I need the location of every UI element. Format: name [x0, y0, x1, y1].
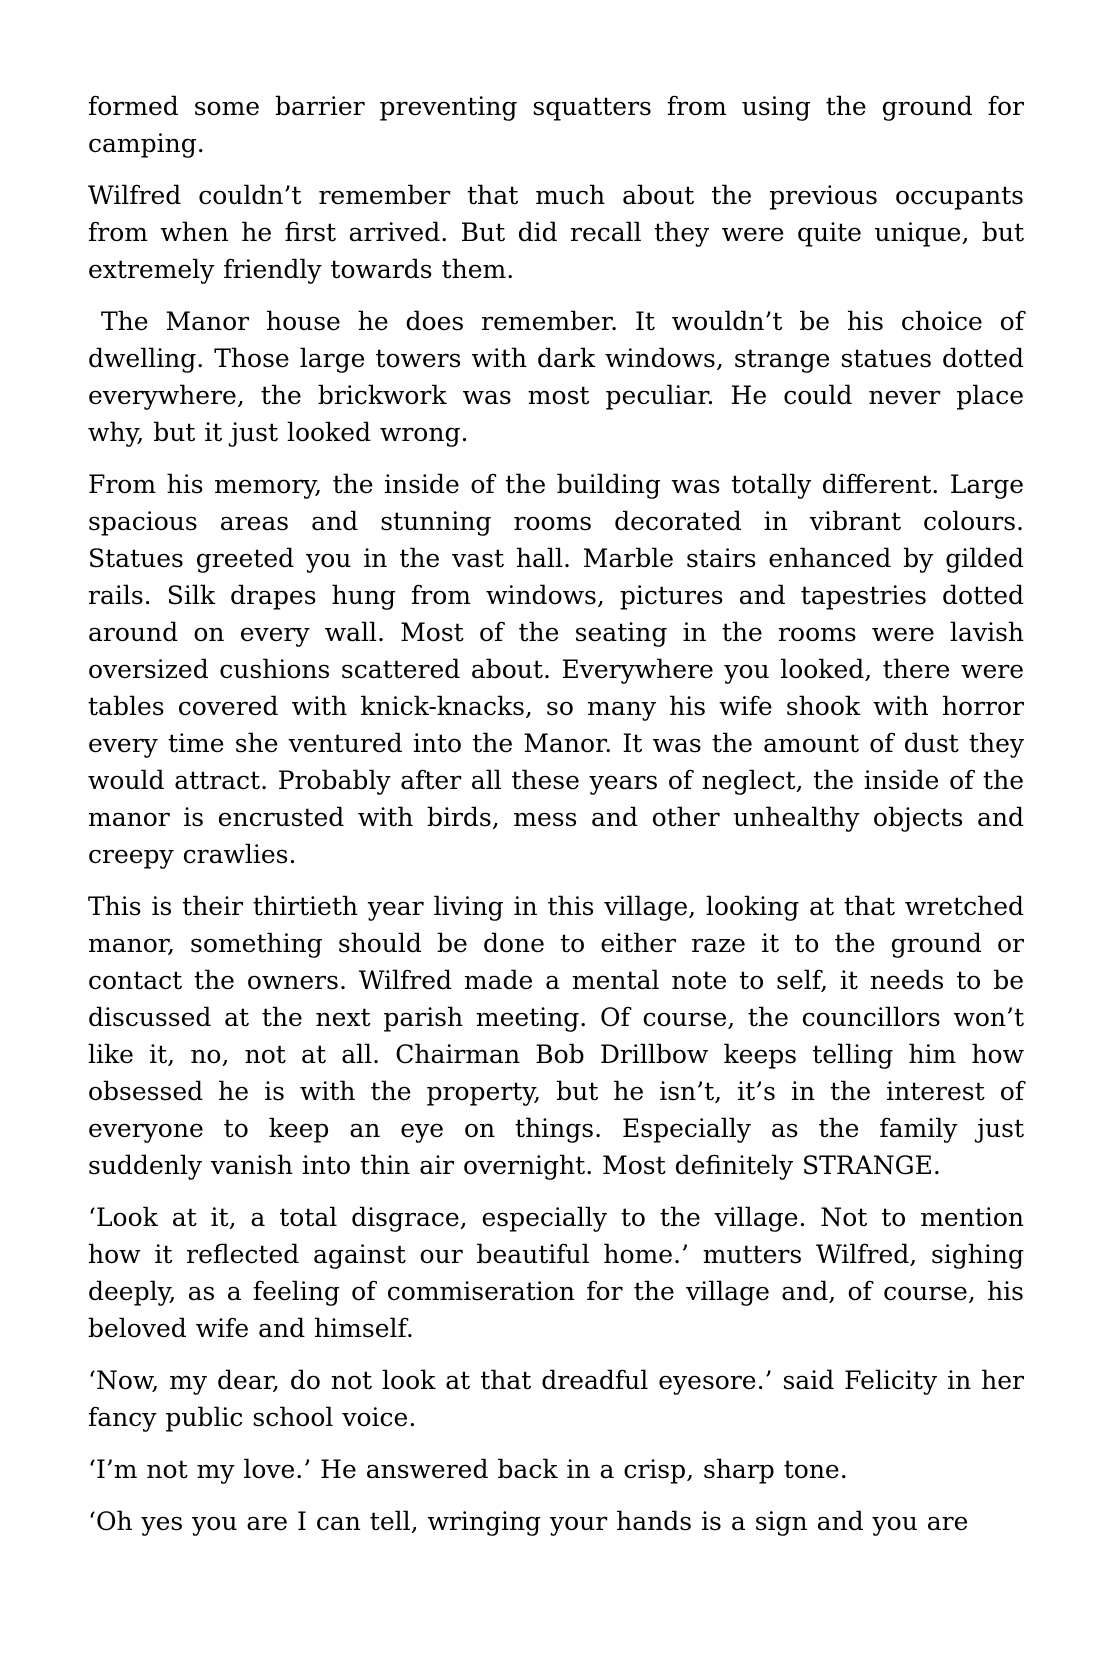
- paragraph: ‘Now, my dear, do not look at that dreadful eyesore.’ said Felicity in her fancy public school voice.: [88, 1366, 1024, 1432]
- paragraph: ‘Look at it, a total disgrace, especially to the village. Not to mention how it reflected against our beautiful home.’ mutters Wilfred, sighing deeply, as a feeling of commiseration for the village and, of course, his beloved wife and himself.: [88, 1203, 1024, 1343]
- paragraph: ‘I’m not my love.’ He answered back in a crisp, sharp tone.: [88, 1455, 848, 1484]
- paragraph: Wilfred couldn’t remember that much about the previous occupants from when he first arrived. But did recall they were quite unique, but extremely friendly towards them.: [88, 181, 1024, 284]
- paragraph: ‘Oh yes you are I can tell, wringing your hands is a sign and you are: [88, 1507, 969, 1536]
- paragraph: The Manor house he does remember. It wouldn’t be his choice of dwelling. Those large towers with dark windows, strange statues dotted everywhere, the brickwork was most peculiar. He could never place why, but it just looked wrong.: [88, 307, 1024, 447]
- paragraph: formed some barrier preventing squatters from using the ground for camping.: [88, 92, 1024, 158]
- paragraph: From his memory, the inside of the building was totally different. Large spacious areas and stunning rooms decorated in vibrant colours. Statues greeted you in the vast hall. Marble stairs enhanced by gilded rails. Silk drapes hung from windows, pictures and tapestries dotted around on every wall. Most of the seating in the rooms were lavish oversized cushions scattered about. Everywhere you looked, there were tables covered with knick-knacks, so many his wife shook with horror every time she ventured into the Manor. It was the amount of dust they would attract. Probably after all these years of neglect, the inside of the manor is encrusted with birds, mess and other unhealthy objects and creepy crawlies.: [88, 470, 1024, 869]
- paragraph: This is their thirtieth year living in this village, looking at that wretched manor, something should be done to either raze it to the ground or contact the owners. Wilfred made a mental note to self, it needs to be discussed at the next parish meeting. Of course, the councillors won’t like it, no, not at all. Chairman Bob Drillbow keeps telling him how obsessed he is with the property, but he isn’t, it’s in the interest of everyone to keep an eye on things. Especially as the family just suddenly vanish into thin air overnight. Most definitely STRANGE.: [88, 892, 1024, 1180]
